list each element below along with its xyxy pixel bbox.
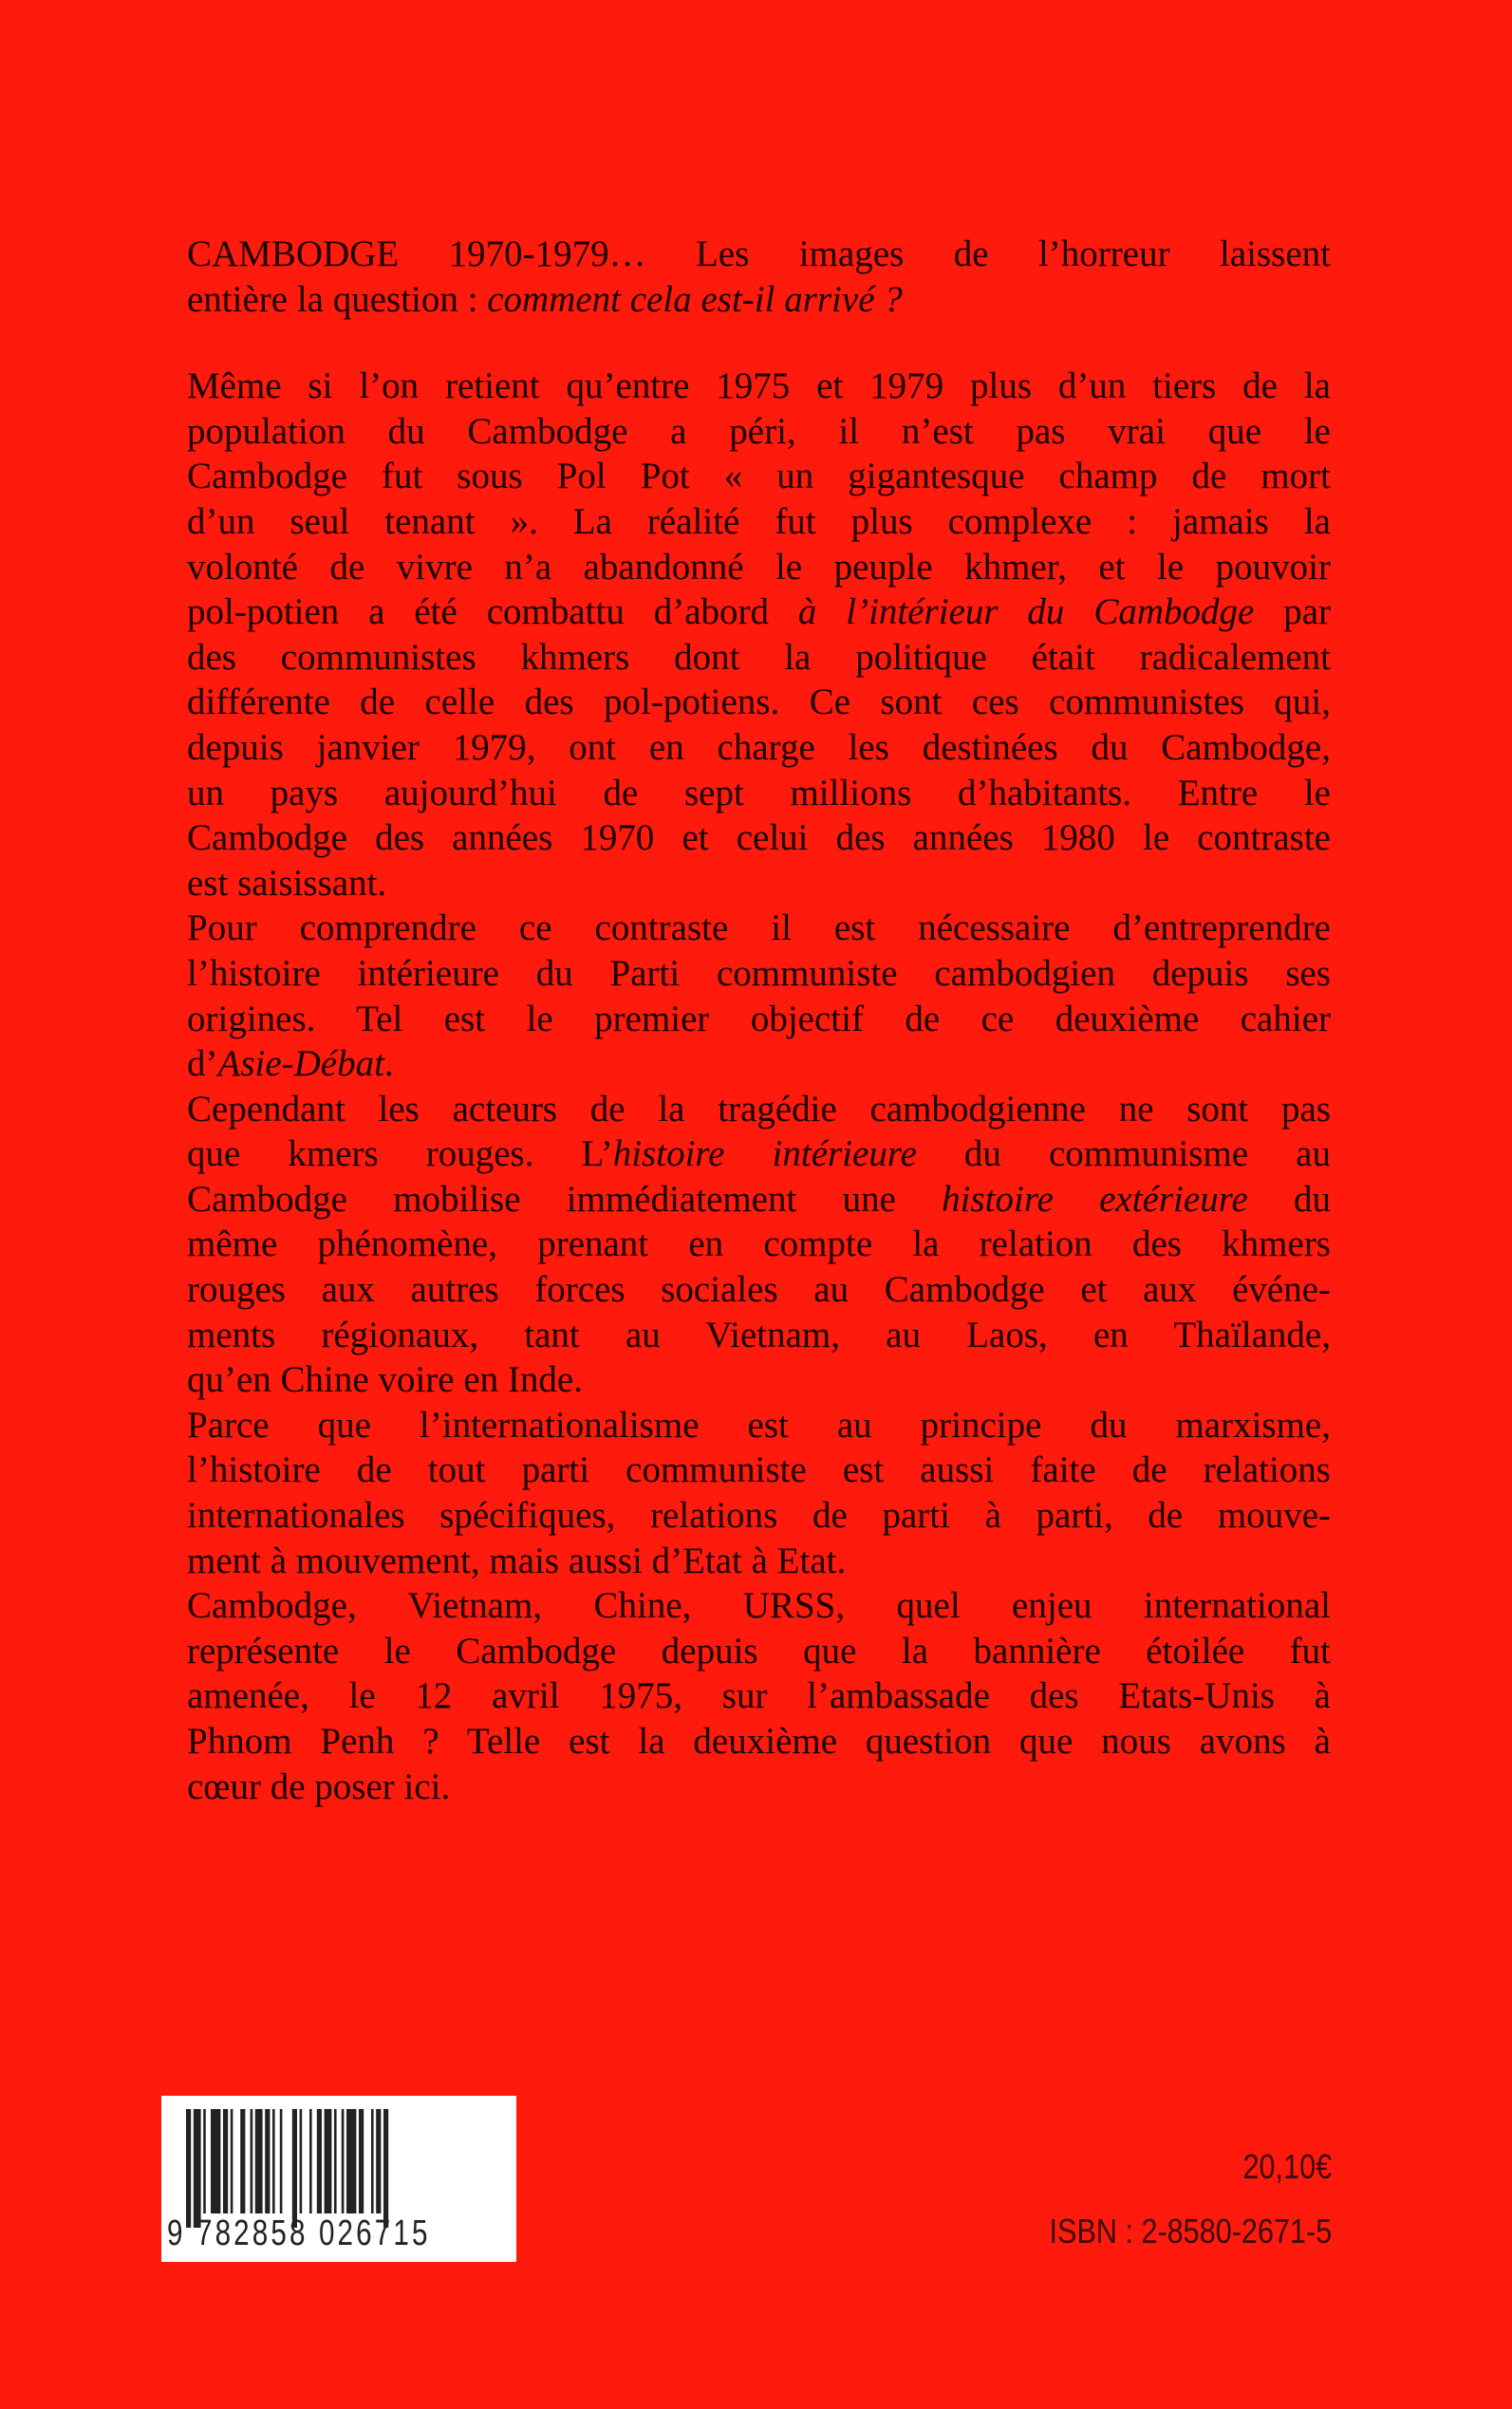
text-span: Cependant les acteurs de la tragédie cambodgienne ne sont pas xyxy=(187,1088,1331,1130)
barcode-bar xyxy=(325,2109,332,2213)
text-line xyxy=(187,771,1331,816)
barcode-bar xyxy=(280,2109,283,2213)
text-line xyxy=(187,1177,1331,1223)
barcode-bar xyxy=(272,2109,275,2213)
text-span: différente de celle des pol-potiens. Ce sont ces communistes qui, xyxy=(187,682,1331,723)
barcode-bar xyxy=(359,2109,364,2213)
text-line xyxy=(187,1765,1331,1810)
text-line xyxy=(187,1673,1331,1719)
text-line xyxy=(187,499,1331,545)
italic-text: comment cela est-il arrivé ? xyxy=(487,278,903,320)
text-line xyxy=(187,1629,1331,1674)
text-span: qu’en Chine voire en Inde. xyxy=(187,1359,583,1401)
text-span: Pour comprendre ce contraste il est nécessaire d’entreprendre xyxy=(187,907,1331,949)
text-span: ment à mouvement, mais aussi d’Etat à Etat. xyxy=(187,1540,847,1581)
text-line xyxy=(187,1222,1331,1267)
text-span: l’histoire intérieure du Parti communiste cambodgien depuis ses xyxy=(187,952,1331,994)
text-line xyxy=(187,906,1331,951)
text-line xyxy=(187,589,1331,635)
text-line xyxy=(187,680,1331,725)
text-span: cœur de poser ici. xyxy=(187,1765,451,1807)
text-line xyxy=(187,1539,1331,1584)
text-span: Phnom Penh ? Telle est la deuxième question que nous avons à xyxy=(187,1721,1331,1762)
barcode-bar xyxy=(211,2109,220,2213)
back-cover-text xyxy=(187,232,1331,1809)
barcode-bar xyxy=(317,2109,322,2213)
barcode-bar xyxy=(376,2109,381,2213)
text-line xyxy=(187,1313,1331,1358)
barcode-bar xyxy=(300,2109,303,2213)
text-span: un pays aujourd’hui de sept millions d’habitants. Entre le xyxy=(187,772,1331,813)
italic-text: histoire extérieure xyxy=(942,1178,1248,1220)
text-span: des communistes khmers dont la politique était radicalement xyxy=(187,636,1331,678)
text-line xyxy=(187,364,1331,409)
text-span: l’histoire de tout parti communiste est aussi faite de relations xyxy=(187,1449,1331,1491)
barcode-bars xyxy=(178,2109,501,2228)
barcode-bar xyxy=(292,2109,297,2228)
isbn: ISBN : 2-8580-2671-5 xyxy=(1049,2212,1332,2250)
barcode-bar xyxy=(240,2109,245,2213)
barcode-bar xyxy=(203,2109,206,2213)
barcode-bar xyxy=(223,2109,228,2213)
text-line xyxy=(187,1403,1331,1448)
text-span: est saisissant. xyxy=(187,862,387,904)
text-span: d’ xyxy=(187,1043,218,1085)
text-span: entière la question : xyxy=(187,278,488,320)
text-line xyxy=(187,1583,1331,1629)
text-line xyxy=(187,815,1331,861)
text-line xyxy=(187,635,1331,681)
text-span: par xyxy=(1254,591,1331,633)
text-line xyxy=(187,1719,1331,1765)
text-span: internationales spécifiques, relations de parti à parti, de mouve- xyxy=(187,1495,1331,1537)
text-line xyxy=(187,861,1331,906)
barcode-bar xyxy=(231,2109,233,2213)
text-line xyxy=(187,997,1331,1042)
barcode-bar xyxy=(194,2109,201,2228)
text-span: CAMBODGE 1970-1979… Les images de l’horreur laissent xyxy=(187,233,1331,274)
barcode-bar xyxy=(255,2109,263,2213)
text-line xyxy=(187,1447,1331,1493)
text-line xyxy=(187,277,1331,323)
text-line xyxy=(187,454,1331,499)
text-line xyxy=(187,951,1331,997)
text-span: représente le Cambodge depuis que la bannière étoilée fut xyxy=(187,1630,1331,1671)
text-span: que kmers rouges. L’ xyxy=(187,1133,613,1175)
text-span: Cambodge des années 1970 et celui des années 1980 le contraste xyxy=(187,817,1331,859)
text-line xyxy=(187,725,1331,771)
text-span: même phénomène, prenant en compte la relation des khmers xyxy=(187,1223,1331,1265)
italic-text: à l’intérieur du Cambodge xyxy=(797,591,1255,633)
barcode xyxy=(161,2096,516,2262)
text-span: depuis janvier 1979, ont en charge les destinées du Cambodge, xyxy=(187,726,1331,768)
text-span: volonté de vivre n’a abandonné le peuple khmer, et le pouvoir xyxy=(187,546,1331,588)
text-span: Cambodge, Vietnam, Chine, URSS, quel enjeu international xyxy=(187,1585,1331,1627)
barcode-bar xyxy=(346,2109,356,2213)
barcode-bar xyxy=(342,2109,345,2213)
text-span: . xyxy=(383,1043,394,1085)
text-span: population du Cambodge a péri, il n’est pas vrai que le xyxy=(187,410,1331,452)
text-line xyxy=(187,1357,1331,1403)
barcode-bar xyxy=(371,2109,374,2213)
text-span: Même si l’on retient qu’entre 1975 et 1979 plus d’un tiers de la xyxy=(187,365,1331,407)
text-span: du xyxy=(1247,1178,1331,1220)
paragraph-gap xyxy=(187,322,1331,364)
price: 20,10€ xyxy=(1242,2147,1332,2186)
text-span: origines. Tel est le premier objectif de ce deuxième cahier xyxy=(187,998,1331,1039)
barcode-bar xyxy=(186,2109,191,2228)
text-line xyxy=(187,232,1331,277)
barcode-bar xyxy=(265,2109,270,2213)
text-span: amenée, le 12 avril 1975, sur l’ambassade des Etats-Unis à xyxy=(187,1675,1331,1717)
text-line xyxy=(187,1087,1331,1132)
text-span: Cambodge mobilise immédiatement une xyxy=(187,1178,943,1220)
text-span: pol-potien a été combattu d’abord xyxy=(187,591,798,633)
text-line xyxy=(187,409,1331,455)
barcode-bar xyxy=(251,2109,253,2213)
italic-text: histoire intérieure xyxy=(612,1133,917,1175)
text-span: du communisme au xyxy=(916,1133,1331,1175)
text-span: rouges aux autres forces sociales au Cambodge et aux événe- xyxy=(187,1269,1331,1311)
text-line xyxy=(187,1493,1331,1539)
text-line xyxy=(187,1267,1331,1313)
text-line xyxy=(187,545,1331,590)
text-line xyxy=(187,1131,1331,1177)
text-span: Parce que l’internationalisme est au principe du marxisme, xyxy=(187,1404,1331,1446)
text-span: d’un seul tenant ». La réalité fut plus complexe : jamais la xyxy=(187,500,1331,542)
text-span: ments régionaux, tant au Vietnam, au Laos, en Thaïlande, xyxy=(187,1314,1331,1355)
text-span: Cambodge fut sous Pol Pot « un gigantesque champ de mort xyxy=(187,456,1331,497)
barcode-digits: 9 782858 026715 xyxy=(167,2213,431,2253)
barcode-bar xyxy=(383,2109,388,2228)
text-line xyxy=(187,1041,1331,1087)
barcode-bar xyxy=(309,2109,312,2213)
italic-text: Asie-Débat xyxy=(217,1043,384,1085)
barcode-bar xyxy=(334,2109,337,2213)
